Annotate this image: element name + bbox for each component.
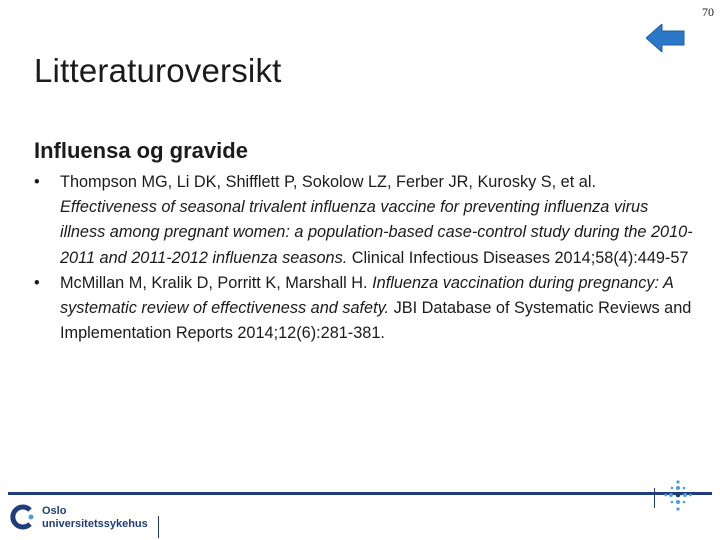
reference-authors: McMillan M, Kralik D, Porritt K, Marshall H. — [60, 273, 368, 292]
reference-title: Effectiveness of seasonal trivalent influenza vaccine for preventing influenza virus illness among pregnant women: a population-based case-control study during the 2010-2011 and 2011-2012 influenza seasons. — [60, 198, 693, 267]
back-arrow-button[interactable] — [646, 24, 686, 52]
oslo-logo-icon — [10, 502, 38, 532]
logo-line-1: Oslo — [42, 505, 67, 517]
footer-divider — [654, 488, 655, 508]
reference-source: JBI Database of Systematic Reviews and Implementation Reports 2014;12(6):281-381. — [60, 299, 692, 343]
section-subtitle: Influensa og gravide — [34, 138, 248, 163]
footer-rule — [8, 492, 712, 495]
logo-line-2: universitetssykehus — [42, 518, 148, 530]
logo-text — [42, 506, 148, 530]
reference-authors: Thompson MG, Li DK, Shifflett P, Sokolow LZ, Ferber JR, Kurosky S, et al. — [60, 173, 596, 191]
hospital-logo — [10, 502, 160, 532]
bullet: • — [34, 173, 40, 191]
page-number: 70 — [702, 5, 714, 19]
dot-cross-icon — [664, 478, 694, 524]
logo-divider — [158, 516, 159, 538]
reference-item — [34, 170, 694, 271]
reference-source: Clinical Infectious Diseases 2014;58(4):449-57 — [351, 248, 689, 267]
page-title: Litteraturoversikt — [34, 52, 282, 89]
reference-list — [34, 170, 694, 346]
bullet: • — [34, 273, 40, 292]
reference-item — [34, 271, 694, 347]
reference-title: Influenza vaccination during pregnancy: A systematic review of effectiveness and safety. — [60, 273, 674, 318]
footer — [0, 492, 720, 540]
left-arrow-icon — [646, 24, 686, 52]
